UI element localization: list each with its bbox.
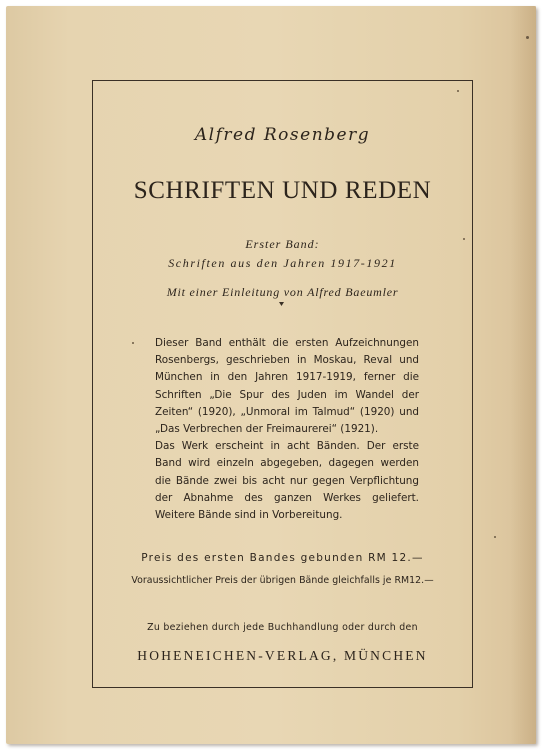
title-frame <box>92 80 473 688</box>
description-paragraph-2: Das Werk erscheint in acht Bänden. Der erste Band wird einzeln abgegeben, dagegen werden die Bände zwei bis acht nur gegen Verpflichtung der Abnahme des ganzen Werkes geliefert. Weitere Bände sind in Vorbereitung. <box>155 440 419 522</box>
volume-subtitle: Schriften aus den Jahren 1917-1921 <box>168 256 397 270</box>
author-name: Alfred Rosenberg <box>194 125 371 145</box>
paper-speck <box>526 36 529 39</box>
availability-note: Zu beziehen durch jede Buchhandlung oder durch den <box>147 622 418 633</box>
paper-sheet <box>6 6 536 744</box>
ornament-mark <box>279 302 284 306</box>
paper-speck <box>494 536 496 538</box>
description-paragraph-1: Dieser Band enthält die ersten Aufzeichnungen Rosenbergs, geschrieben in Moskau, Reval und München in den Jahren 1917-1919, ferner die Schriften „Die Spur des Juden im Wandel der Zeiten“ (1920), „Unmoral im Talmud“ (1920) und „Das Verbrechen der Freimaurerei“ (1921). <box>155 337 419 436</box>
volume-label: Erster Band: <box>245 237 320 251</box>
publisher-name: HOHENEICHEN-VERLAG, MÜNCHEN <box>137 648 428 663</box>
description-block <box>155 335 419 524</box>
price-other-volumes: Voraussichtlicher Preis der übrigen Bände gleichfalls je RM12.— <box>131 575 434 586</box>
book-title: SCHRIFTEN UND REDEN <box>133 177 432 204</box>
introduction-note: Mit einer Einleitung von Alfred Baeumler <box>166 285 399 299</box>
price-first-volume: Preis des ersten Bandes gebunden RM 12.— <box>141 552 424 564</box>
paper-shadow-edge <box>510 6 536 744</box>
